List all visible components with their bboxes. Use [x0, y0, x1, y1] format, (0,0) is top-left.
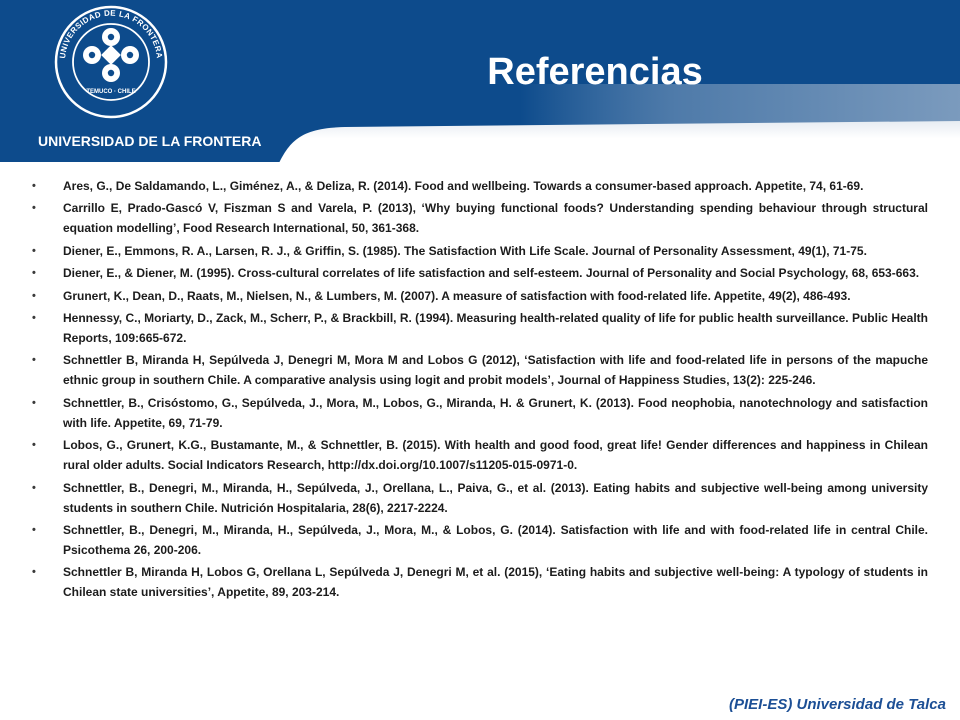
reference-item [0, 263, 960, 283]
reference-text: Schnettler B, Miranda H, Sepúlveda J, Denegri M, Mora M and Lobos G (2012), ‘Satisfaction with life and food-related life in persons of the mapuche ethnic group in southern Chile. A comparative analysis using logit and probit models’, Journal of Happiness Studies, 13(2): 225-246. [63, 353, 928, 388]
bullet-icon [32, 393, 36, 413]
reference-item [0, 308, 960, 348]
reference-item [0, 350, 960, 390]
bullet-icon [32, 520, 36, 540]
university-name: UNIVERSIDAD DE LA FRONTERA [38, 133, 262, 149]
reference-text: Carrillo E, Prado-Gascó V, Fiszman S and Varela, P. (2013), ‘Why buying functional foods? Understanding spending behaviour through structural equation modelling’, Food Research International, 50, 361-368. [63, 201, 928, 236]
reference-list [0, 176, 960, 605]
university-seal-icon [56, 7, 166, 117]
bullet-icon [32, 286, 36, 306]
bullet-icon [32, 308, 36, 328]
seal-arc-text: UNIVERSIDAD DE LA FRONTERA [58, 8, 164, 60]
reference-item [0, 241, 960, 261]
reference-text: Schnettler, B., Crisóstomo, G., Sepúlveda, J., Mora, M., Lobos, G., Miranda, H. & Grunert, K. (2013). Food neophobia, nanotechnology and satisfaction with life. Appetite, 69, 71-79. [63, 395, 928, 430]
reference-item [0, 198, 960, 238]
reference-text: Ares, G., De Saldamando, L., Giménez, A., & Deliza, R. (2014). Food and wellbeing. Towards a consumer-based approach. Appetite, 74, 61-69. [63, 179, 864, 193]
reference-item [0, 435, 960, 475]
reference-text: Diener, E., & Diener, M. (1995). Cross-cultural correlates of life satisfaction and self-esteem. Journal of Personality and Social Psychology, 68, 653-663. [63, 266, 920, 281]
reference-text: Hennessy, C., Moriarty, D., Zack, M., Scherr, P., & Brackbill, R. (1994). Measuring health-related quality of life for public health surveillance. Public Health Reports, 109:665-672. [63, 310, 928, 345]
reference-text: Schnettler, B., Denegri, M., Miranda, H., Sepúlveda, J., Mora, M., & Lobos, G. (2014). Satisfaction with life and with food-related life in central Chile. Psicothema 26, 200-206. [63, 522, 928, 557]
bullet-icon [32, 350, 36, 370]
page-title: Referencias [487, 51, 703, 93]
bullet-icon [32, 435, 36, 455]
footer-credit: (PIEI-ES) Universidad de Talca [728, 696, 946, 713]
bullet-icon [32, 176, 36, 196]
reference-item [0, 286, 960, 306]
bullet-icon [32, 562, 36, 582]
reference-item [0, 562, 960, 602]
reference-item [0, 478, 960, 518]
bullet-icon [32, 263, 36, 283]
seal-city-text: TEMUCO · CHILE [86, 89, 136, 95]
reference-text: Diener, E., Emmons, R. A., Larsen, R. J., & Griffin, S. (1985). The Satisfaction With Life Scale. Journal of Personality Assessment, 49(1), 71-75. [63, 243, 867, 258]
reference-text: Schnettler B, Miranda H, Lobos G, Orellana L, Sepúlveda J, Denegri M, et al. (2015), ‘Eating habits and subjective well-being: A typology of students in Chilean state universities’, Appetite, 89, 203-214. [63, 565, 928, 600]
reference-item [0, 520, 960, 560]
reference-item [0, 176, 960, 196]
reference-text: Lobos, G., Grunert, K.G., Bustamante, M., & Schnettler, B. (2015). With health and good food, great life! Gender differences and happiness in Chilean rural older adults. Social Indicators Research, http://dx.doi.org/10.1007/s11205-015-0971-0. [63, 438, 928, 473]
reference-item [0, 393, 960, 433]
reference-text: Schnettler, B., Denegri, M., Miranda, H., Sepúlveda, J., Orellana, L., Paiva, G., et al. (2013). Eating habits and subjective well-being among university students in southern Chile. Nutrición Hospitalaria, 28(6), 2217-2224. [63, 480, 928, 515]
bullet-icon [32, 241, 36, 261]
reference-text: Grunert, K., Dean, D., Raats, M., Nielsen, N., & Lumbers, M. (2007). A measure of satisfaction with food-related life. Appetite, 49(2), 486-493. [63, 288, 851, 303]
header-curve [278, 121, 960, 165]
bullet-icon [32, 478, 36, 498]
bullet-icon [32, 198, 36, 218]
